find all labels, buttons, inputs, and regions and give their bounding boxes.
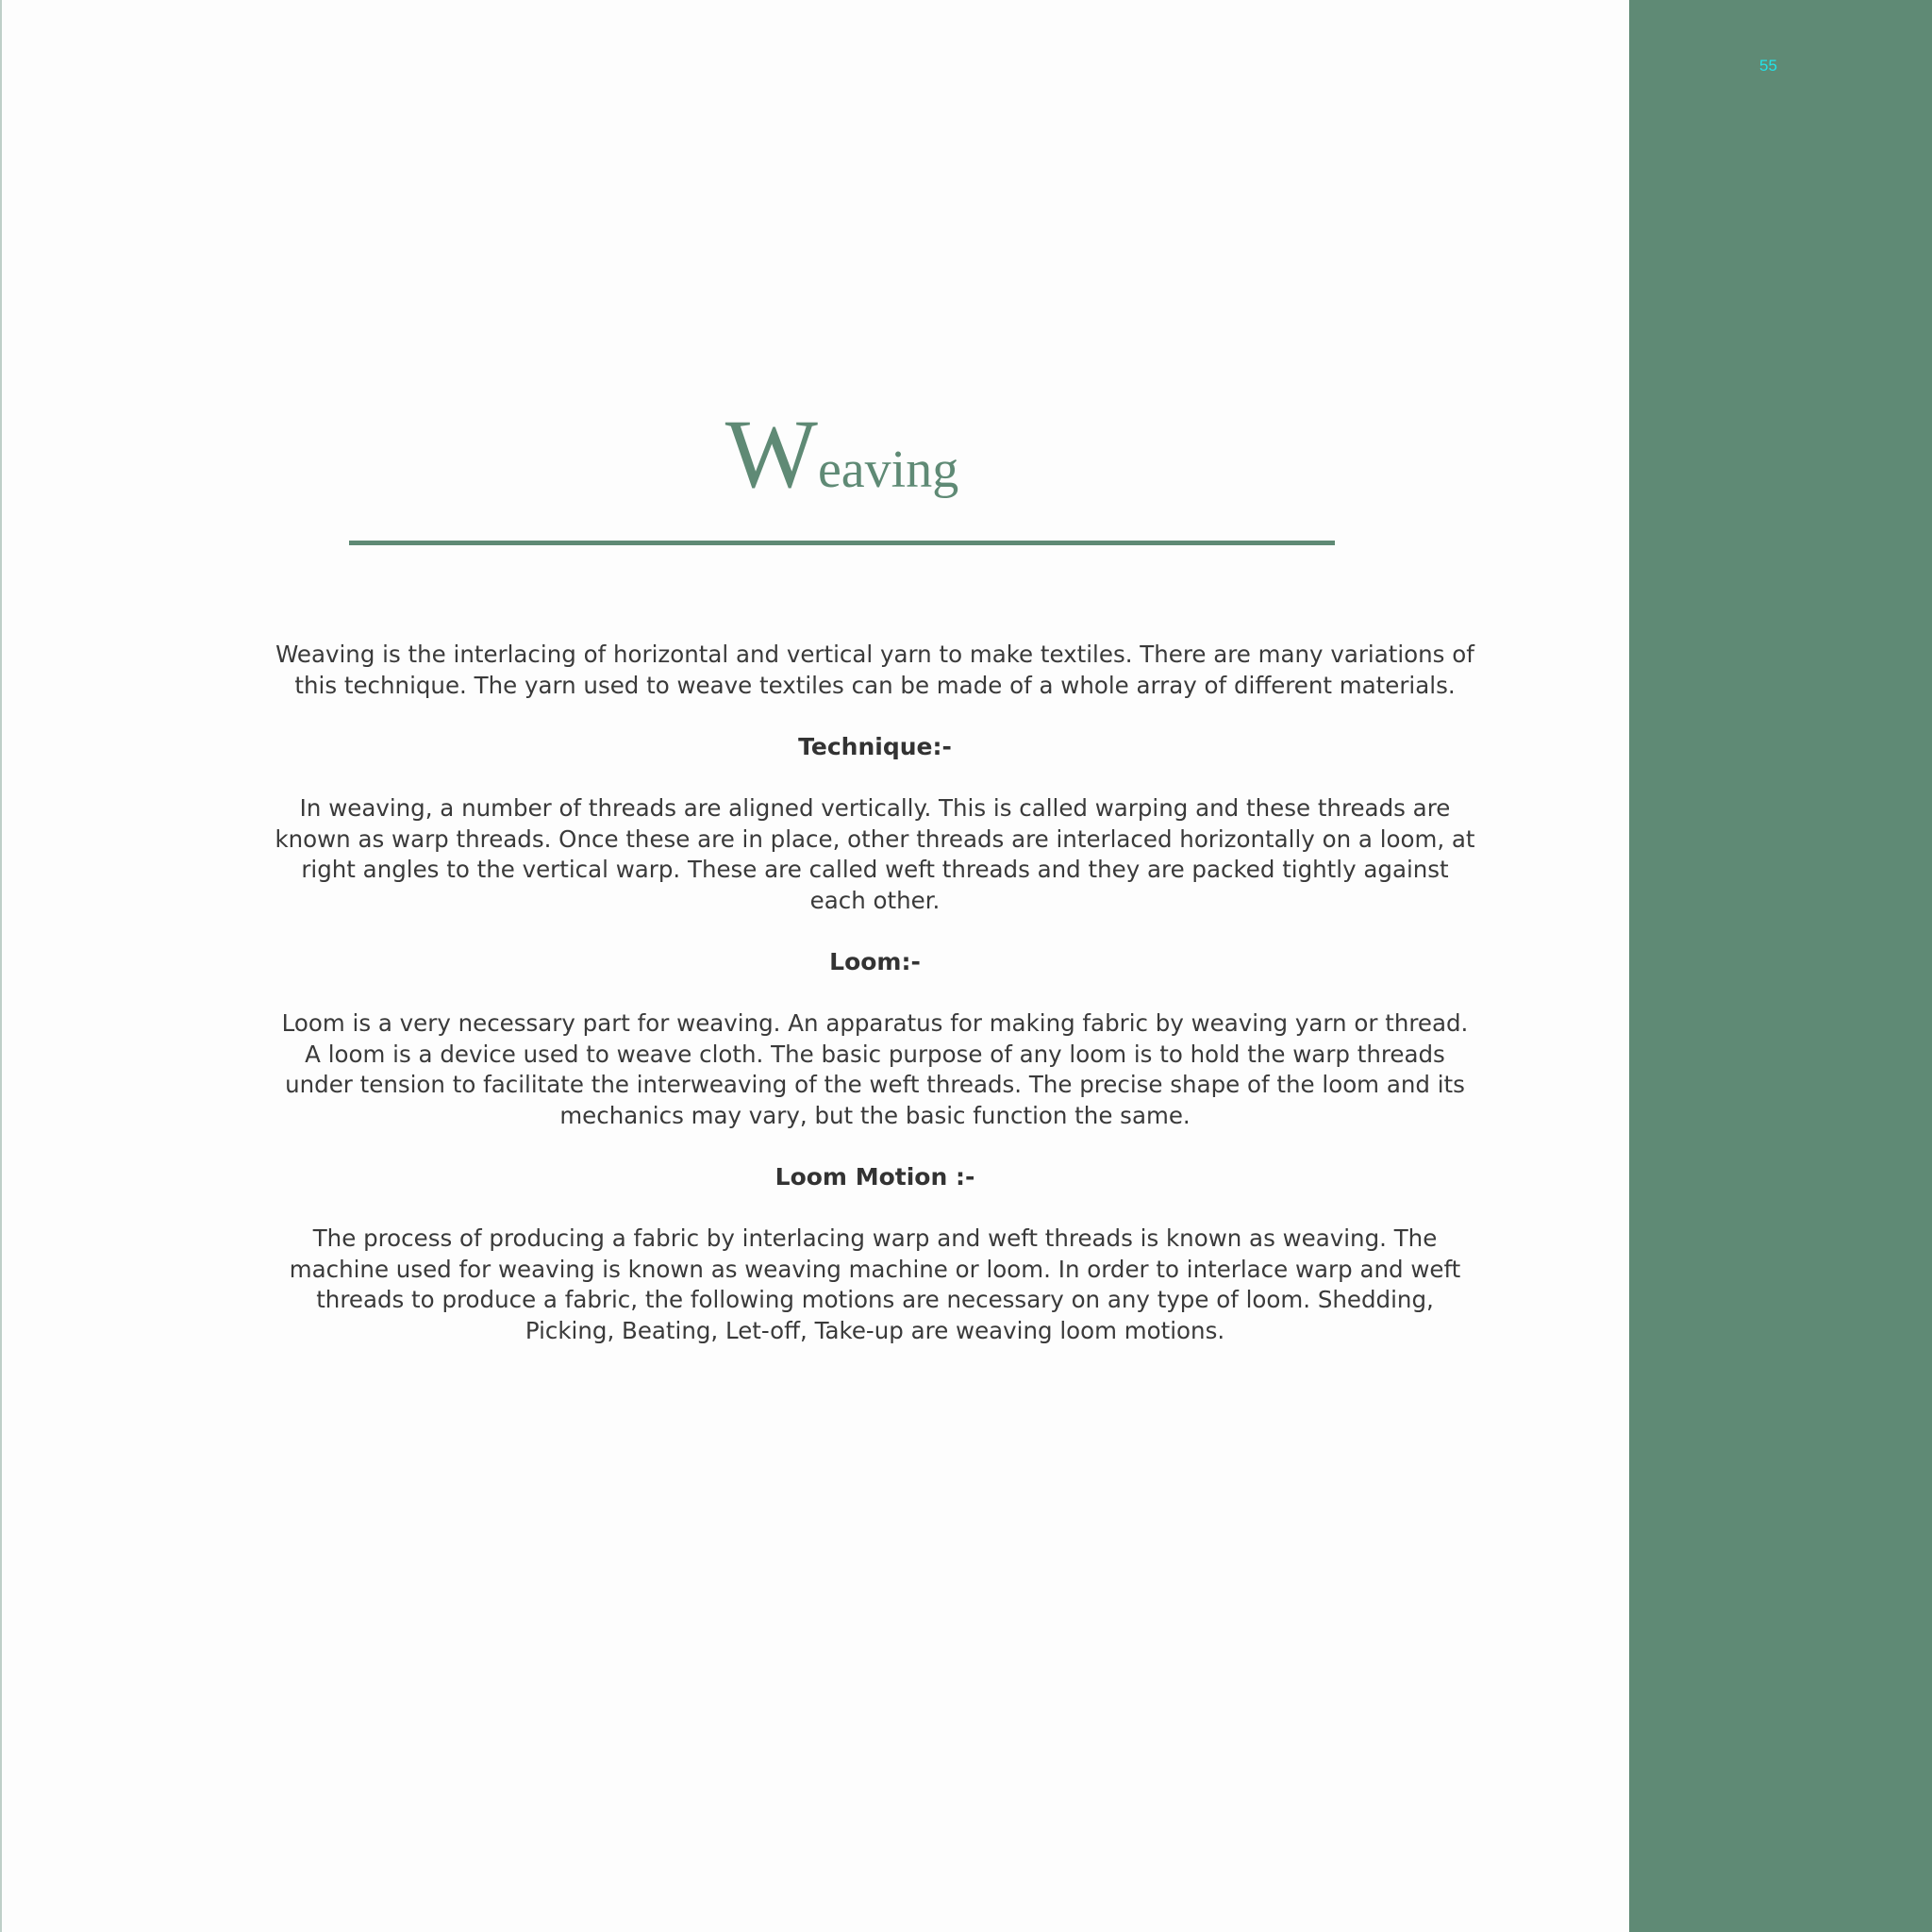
page-number: 55 — [1759, 57, 1777, 75]
section-heading-loom-motion: Loom Motion :- — [774, 1163, 975, 1191]
intro-paragraph: Weaving is the interlacing of horizontal and vertical yarn to make textiles. There are many variations of this technique. The yarn used to weave textiles can be made of a whole array of different materials. — [275, 641, 1474, 699]
page-left-edge — [0, 0, 2, 1932]
body-text — [274, 640, 1476, 1377]
title-initial: W — [724, 400, 818, 508]
title-underline — [349, 541, 1335, 545]
section-heading-loom: Loom:- — [829, 947, 921, 975]
title-rest: eaving — [817, 441, 959, 499]
side-color-band — [1629, 0, 1932, 1932]
section-text-loom: Loom is a very necessary part for weaving. An apparatus for making fabric by weaving yarn or thread. A loom is a device used to weave cloth. The basic purpose of any loom is to hold the warp threads under tension to facilitate the interweaving of the weft threads. The precise shape of the loom and its mechanics may vary, but the basic function the same. — [281, 1009, 1469, 1129]
section-text-loom-motion: The process of producing a fabric by interlacing warp and weft threads is known as weaving. The machine used for weaving is known as weaving machine or loom. In order to interlace warp and weft threads to produce a fabric, the following motions are necessary on any type of loom. Shedding, Picking, Beating, Let-off, Take-up are weaving loom motions. — [289, 1224, 1461, 1345]
page-title — [349, 400, 1335, 509]
section-heading-technique: Technique:- — [798, 732, 952, 760]
section-text-technique: In weaving, a number of threads are aligned vertically. This is called warping and these threads are known as warp threads. Once these are in place, other threads are interlaced horizontally on a loom, at right angles to the vertical warp. These are called weft threads and they are packed tightly against each other. — [275, 793, 1475, 914]
